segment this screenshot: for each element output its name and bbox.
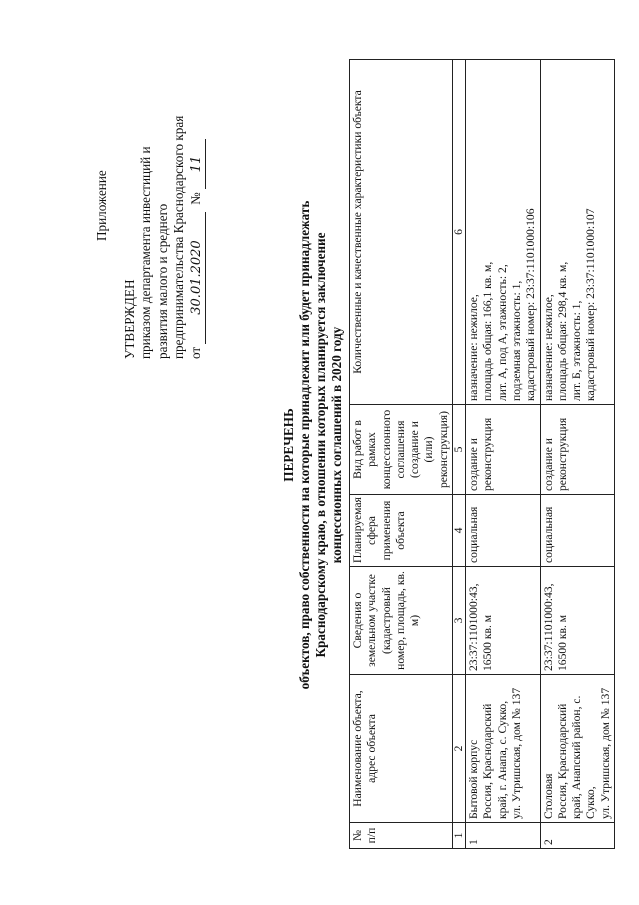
from-label: от [187,346,203,359]
land-plot-info: 23:37:1101000:43, 16500 кв. м [540,567,614,675]
row-number: 2 [540,823,614,849]
work-type: создание и реконструкция [540,405,614,495]
column-number: 6 [453,60,466,405]
table-row [540,60,614,849]
row-number: 1 [466,823,540,849]
work-type: создание и реконструкция [466,405,540,495]
approved-label: УТВЕРЖДЕН [122,279,137,359]
header-sphere: Планируемая сфера применения объекта [350,495,453,567]
column-number: 4 [453,495,466,567]
handwritten-date: 30.01.2020 [189,212,206,344]
approval-text-line-1: приказом департамента инвестиций и [138,146,154,359]
object-name-address: Бытовой корпус Россия, Краснодарский край, г. Анапа, с. Сукко, ул. Утришская, дом № 137 [466,675,540,823]
header-work-type: Вид работ в рамках концессионного соглашения (создание и (или) реконструкция) [350,405,453,495]
application-sphere: социальная [466,495,540,567]
approval-block [94,29,206,359]
object-characteristics: назначение: нежилое, площадь общая: 298,4 кв. м, лит. Б, этажность: 1, кадастровый номер: 23:37:1101000:107 [540,60,614,405]
document-heading: ПЕРЕЧЕНЬ [281,408,296,482]
object-characteristics: назначение: нежилое, площадь общая: 166,1 кв. м, лит. А, под А, этажность: 2, подземная этажность: 1, кадастровый номер: 23:37:1101000:106 [466,60,540,405]
column-number: 2 [453,675,466,823]
handwritten-number: 11 [189,139,206,189]
header-characteristics: Количественные и качественные характеристики объекта [350,60,453,405]
column-number: 3 [453,567,466,675]
approval-date-line [188,29,206,359]
number-label: № [187,192,203,205]
header-land-plot: Сведения о земельном участке (кадастровый номер, площадь, кв. м) [350,567,453,675]
approval-text-line-2: развития малого и среднего [154,203,170,359]
table-row [466,60,540,849]
approval-text-line-3: предпринимательства Краснодарского края [171,115,187,359]
column-number-row [453,60,466,849]
application-sphere: социальная [540,495,614,567]
appendix-label: Приложение [94,170,109,241]
header-number: № п/п [350,823,453,849]
title-line-3: концессионных соглашений в 2020 году [329,326,344,564]
column-number: 5 [453,405,466,495]
object-name-address: Столовая Россия, Краснодарский край, Анапский район, с. Сукко, ул. Утришская, дом № 137 [540,675,614,823]
land-plot-info: 23:37:1101000:43, 16500 кв. м [466,567,540,675]
table-header-row [350,60,453,849]
column-number: 1 [453,823,466,849]
title-line-1: объектов, право собственности на которые принадлежит или будет принадлежать [297,200,312,690]
header-object-name: Наименование объекта, адрес объекта [350,675,453,823]
objects-table [349,59,615,849]
title-line-2: Краснодарскому краю, в отношении которых планируется заключение [313,232,328,658]
